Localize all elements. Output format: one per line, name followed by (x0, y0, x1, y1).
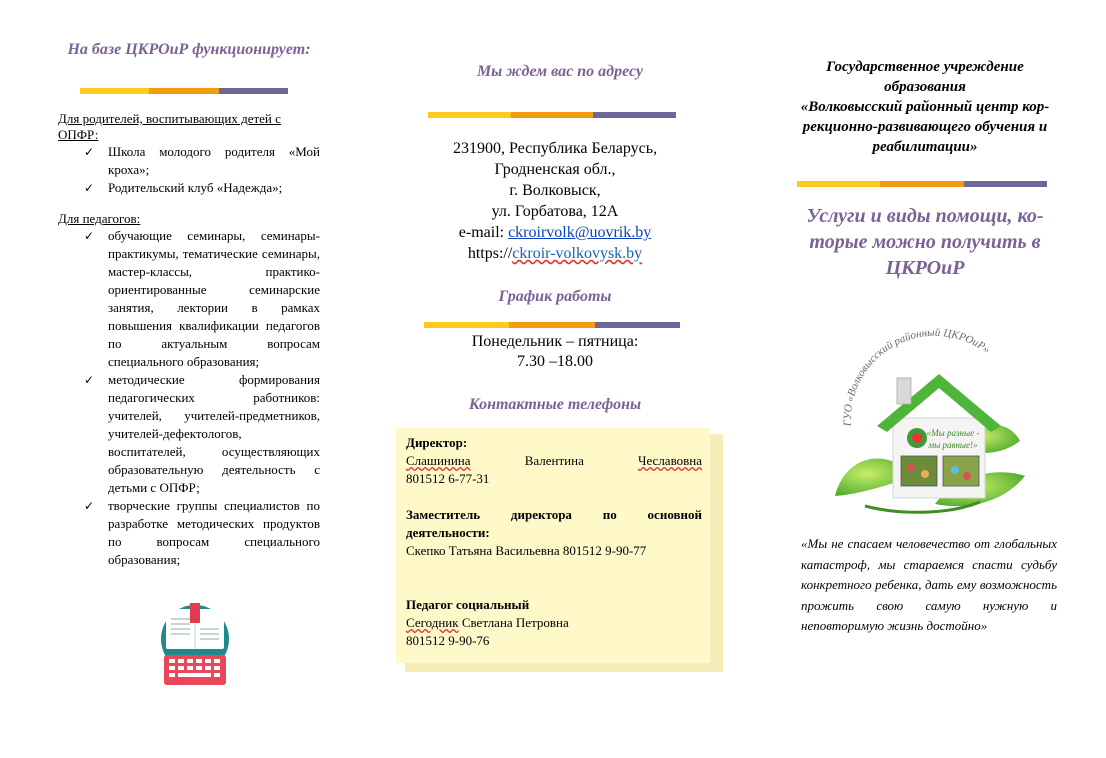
address-line: 231900, Республика Беларусь, (452, 140, 658, 157)
social-name: Сегодник Светлана Петровна (406, 615, 569, 630)
logo-arc-text: ГУО «Волковысский районный ЦКРОиР» (841, 326, 993, 427)
decor-bar (80, 88, 288, 94)
address-block (400, 138, 710, 264)
address-line: Гродненская обл., (494, 161, 616, 178)
schedule-block (400, 332, 710, 372)
contacts-note (396, 428, 710, 663)
schedule-hours: 7.30 –18.00 (517, 353, 593, 370)
list-item: ✓ обучающие семинары, семинары-практикумы, тематические семинары, мастер-классы, практико-ориентированные семинарские занятия, лектории в рамках повышения квалификации педагогов по актуальным вопросам специального образования; (84, 228, 320, 369)
decor-bar (424, 322, 680, 328)
schedule-days: Понедельник – пятница: (471, 333, 639, 350)
logo-sign-line2: мы равные!» (928, 440, 978, 450)
list-item: ✓ творческие группы специалистов по разработке методических продуктов по вопросам специального образования; (84, 498, 320, 567)
parents-list (58, 143, 320, 197)
list-item: ✓ Школа молодого родителя «Мой кроха»; (84, 144, 320, 177)
check-icon: ✓ (84, 229, 95, 243)
motto-quote: «Мы не спасаем человечество от глобальных катастроф, мы стараемся спасти судьбу конкретного ребенка, дать ему возможность прожить свою самую нужную и неповторимую жизнь достойно» (801, 536, 1057, 633)
parents-heading: Для родителей, воспитывающих детей с ОПФР: (58, 111, 281, 142)
functions-body (58, 111, 320, 569)
teachers-list (58, 227, 320, 569)
check-icon: ✓ (84, 499, 95, 513)
check-icon: ✓ (84, 181, 95, 195)
address-line: ул. Горбатова, 12А (491, 203, 619, 220)
decor-bar (797, 181, 1047, 187)
schedule-title: График работы (498, 288, 612, 305)
website-link[interactable]: ckroir-volkovysk.by (512, 245, 643, 262)
logo-sign-line1: «Мы разные - (926, 428, 980, 438)
contacts-title: Контактные телефоны (468, 396, 642, 413)
director-phone: 801512 6-77-31 (406, 471, 490, 486)
list-item: ✓ Родительский клуб «Надежда»; (84, 180, 283, 195)
open-book-laptop-icon (150, 595, 240, 691)
social-role: Педагог социальный (406, 597, 530, 612)
center-logo (805, 326, 1045, 521)
director-name: Слашинина Валентина Чеславовна (406, 453, 702, 468)
social-phone: 801512 9-90-76 (406, 633, 490, 648)
website-line: https://ckroir-volkovysk.by (467, 245, 643, 262)
organization-name: Государственное учреждение образования «Волковысский районный центр кор- рекционно-развивающего обучения и реабилитации» (800, 59, 1050, 155)
deputy-role: Заместитель директора по основной (406, 507, 702, 522)
list-item: ✓ методические формирования педагогических работников: учителей, учителей-предметников, учителей-дефектологов, воспитателей, осуществляющих образовательную деятельность с детьми с ОПФР; (84, 372, 320, 495)
deputy-name-phone: Скепко Татьяна Васильевна 801512 9-90-77 (406, 543, 647, 558)
address-title: Мы ждем вас по адресу (476, 63, 644, 80)
director-role: Директор: (406, 435, 468, 450)
teachers-heading: Для педагогов: (58, 211, 141, 226)
address-line: г. Волковыск, (509, 182, 601, 199)
deputy-role-cont: деятельности: (406, 525, 490, 540)
services-title: Услуги и виды помощи, ко- торые можно получить в ЦКРОиР (806, 205, 1044, 279)
check-icon: ✓ (84, 373, 95, 387)
check-icon: ✓ (84, 145, 95, 159)
email-line: e-mail: ckroirvolk@uovrik.by (458, 224, 652, 241)
email-link[interactable]: ckroirvolk@uovrik.by (508, 224, 652, 241)
decor-bar (428, 112, 676, 118)
functions-title: На базе ЦКРОиР функционирует: (67, 41, 311, 58)
